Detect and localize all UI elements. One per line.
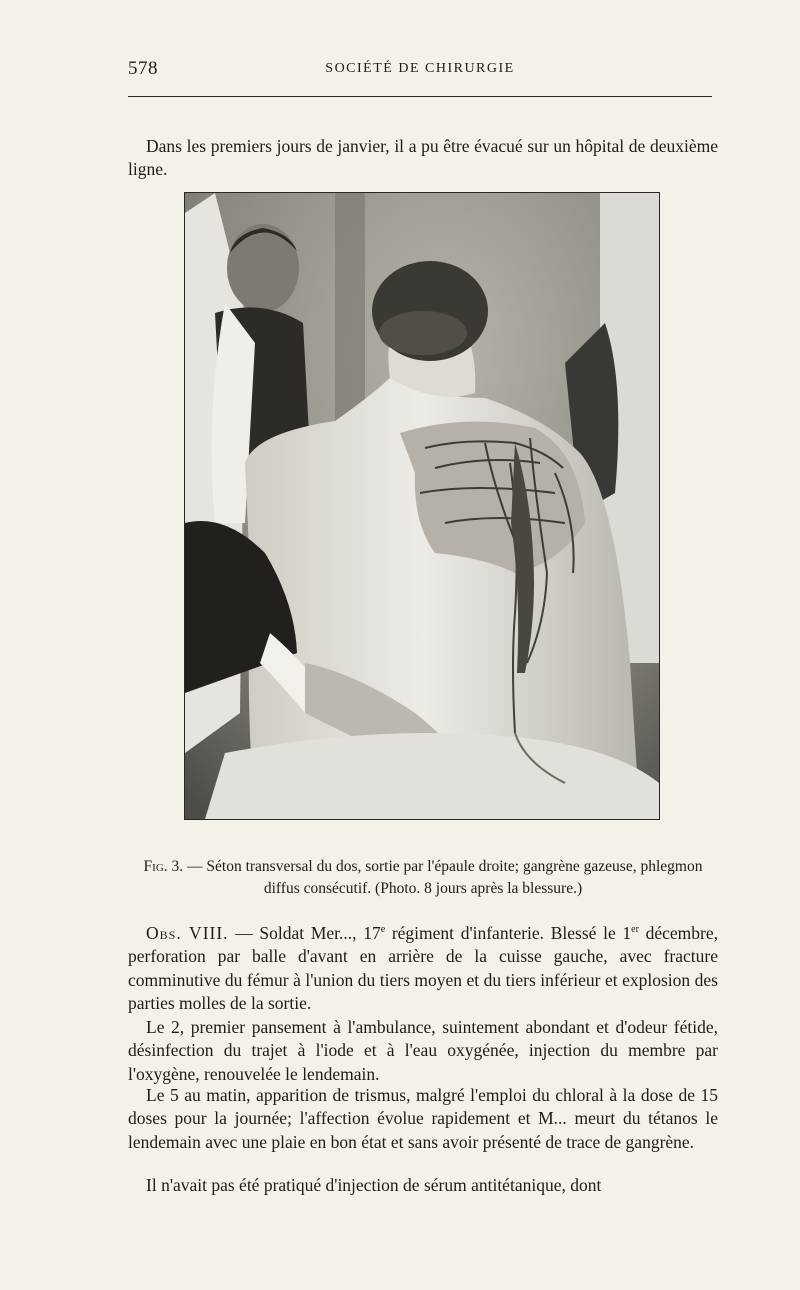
obs-text-b: régiment d'infanterie. Blessé le 1: [385, 922, 632, 943]
figure-label: Fig. 3.: [143, 857, 184, 875]
page-header: [128, 58, 712, 86]
obs-text-a: — Soldat Mer..., 17: [228, 922, 381, 943]
figure-photograph: [184, 192, 660, 820]
page-number: 578: [128, 58, 158, 79]
observation-paragraph-4: Il n'avait pas été pratiqué d'injection de sérum antitétanique, dont: [146, 1174, 602, 1195]
observation-paragraph-2: Le 2, premier pansement à l'ambulance, suintement abondant et d'odeur fétide, désinfection du trajet à l'iode et à l'eau oxygénée, injection du membre par l'oxygène, renouvelée le lendemain.: [128, 1016, 718, 1084]
ordinal-sup-2: er: [631, 923, 639, 935]
observation-label: Obs. VIII.: [146, 922, 229, 943]
photo-illustration: [185, 193, 659, 819]
figure-caption-text: — Séton transversal du dos, sortie par l'épaule droite; gangrène gazeuse, phlegmon diffus consécutif. (Photo. 8 jours après la blessure.): [183, 857, 703, 897]
obs-text-c: décembre, perforation par balle d'avant en arrière de la cuisse gauche, avec fracture comminutive du fémur à l'union du tiers moyen et du tiers inférieur et explosion des parties molles de la sortie.: [128, 922, 719, 1013]
figure-caption: [128, 856, 718, 900]
running-title: SOCIÉTÉ DE CHIRURGIE: [325, 61, 515, 76]
observation-paragraph-3: Le 5 au matin, apparition de trismus, malgré l'emploi du chloral à la dose de 15 doses pour la journée; l'affection évolue rapidement et M... meurt du tétanos le lendemain avec une plaie en bon état et sans avoir présenté de trace de gangrène.: [128, 1084, 718, 1152]
ordinal-sup-1: e: [380, 923, 386, 935]
header-rule: [128, 96, 712, 97]
intro-paragraph: Dans les premiers jours de janvier, il a pu être évacué sur un hôpital de deuxième ligne.: [128, 135, 718, 179]
observation-paragraph-1: [128, 922, 718, 1016]
